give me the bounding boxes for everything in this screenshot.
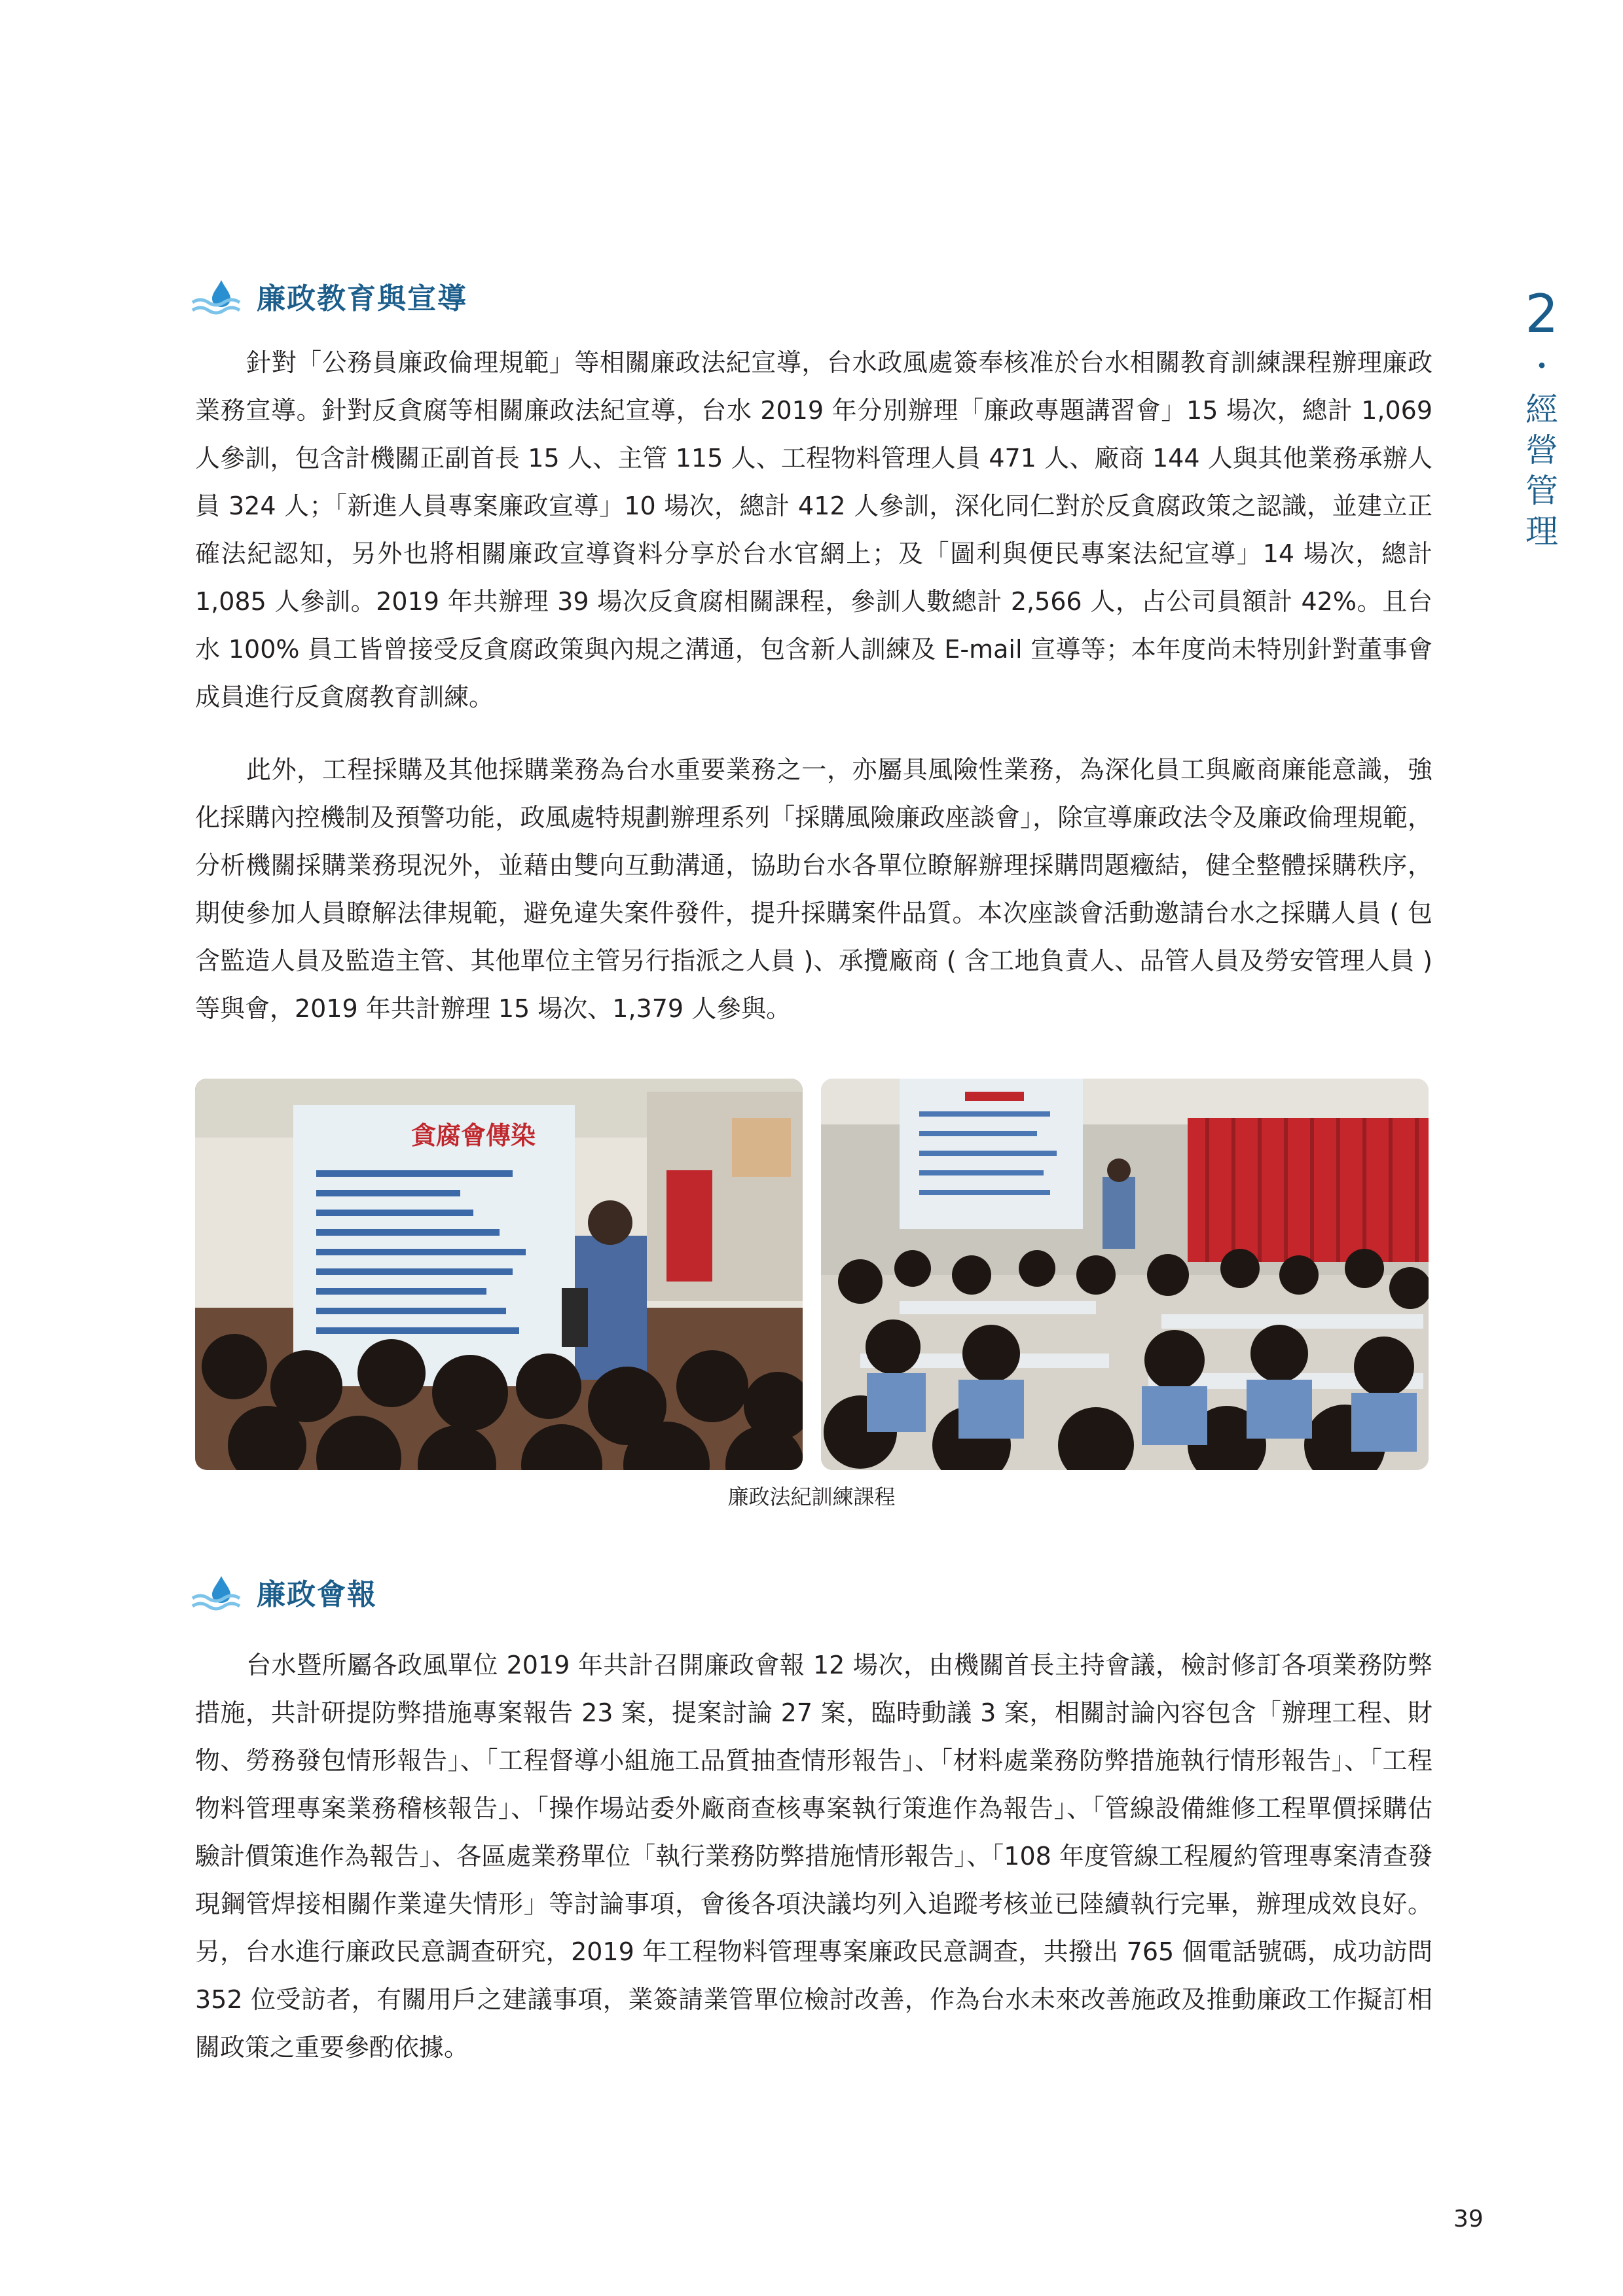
- section-heading-integrity-education: [190, 270, 467, 322]
- training-photo-presenter: [195, 1079, 803, 1470]
- training-photo-image: [195, 1079, 803, 1470]
- chapter-title-char: 理: [1525, 512, 1558, 550]
- chapter-number: 2: [1525, 283, 1559, 344]
- training-photo-classroom: [821, 1079, 1429, 1470]
- page-number: 39: [1453, 2206, 1484, 2233]
- slide-title: 貪腐會傳染: [411, 1121, 536, 1150]
- training-photo-image: [821, 1079, 1429, 1470]
- water-drop-icon: [190, 1572, 242, 1611]
- section-title: 廉政會報: [257, 1578, 377, 1611]
- paragraph: 台水暨所屬各政風單位 2019 年共計召開廉政會報 12 場次，由機關首長主持會議，檢討修訂各項業務防弊措施，共計研提防弊措施專案報告 23 案，提案討論 27 案，臨時動議 3 案，相關討論內容包含「辦理工程、財物、勞務發包情形報告」、「工程督導小組施工品質抽查情形報告」、「材料處業務防弊措施執行情形報告」、「工程物料管理專案業務稽核報告」、「操作場站委外廠商查核專案執行策進作為報告」、「管線設備維修工程單價採購估驗計價策進作為報告」、各區處業務單位「執行業務防弊措施情形報告」、「108 年度管線工程履約管理專案清查發現鋼管焊接相關作業違失情形」等討論事項，會後各項決議均列入追蹤考核並已陸續執行完畢，辦理成效良好。另，台水進行廉政民意調查研究，2019 年工程物料管理專案廉政民意調查，共撥出 765 個電話號碼，成功訪問 352 位受訪者，有關用戶之建議事項，業簽請業管單位檢討改善，作為台水未來改善施政及推動廉政工作擬訂相關政策之重要參酌依據。: [195, 1651, 1432, 2062]
- chapter-tab: [1506, 285, 1578, 552]
- chapter-title-char: 營: [1525, 431, 1558, 469]
- water-drop-icon: [190, 276, 242, 315]
- paragraph: 此外，工程採購及其他採購業務為台水重要業務之一，亦屬具風險性業務，為深化員工與廠商廉能意識，強化採購內控機制及預警功能，政風處特規劃辦理系列「採購風險廉政座談會」，除宣導廉政法令及廉政倫理規範，分析機關採購業務現況外，並藉由雙向互動溝通，協助台水各單位瞭解辦理採購問題癥結，健全整體採購秩序，期使參加人員瞭解法律規範，避免違失案件發件，提升採購案件品質。本次座談會活動邀請台水之採購人員 ( 包含監造人員及監造主管、其他單位主管另行指派之人員 )、承攬廠商 ( 含工地負責人、品管人員及勞安管理人員 ) 等與會，2019 年共計辦理 15 場次、1,379 人參與。: [195, 755, 1432, 1023]
- paragraph: 針對「公務員廉政倫理規範」等相關廉政法紀宣導，台水政風處簽奉核准於台水相關教育訓練課程辦理廉政業務宣導。針對反貪腐等相關廉政法紀宣導，台水 2019 年分別辦理「廉政專題講習會」15 場次，總計 1,069 人參訓，包含計機關正副首長 15 人、主管 115 人、工程物料管理人員 471 人、廠商 144 人與其他業務承辦人員 324 人；「新進人員專案廉政宣導」10 場次，總計 412 人參訓，深化同仁對於反貪腐政策之認識，並建立正確法紀認知，另外也將相關廉政宣導資料分享於台水官網上；及「圖利與便民專案法紀宣導」14 場次，總計 1,085 人參訓。2019 年共辦理 39 場次反貪腐相關課程，參訓人數總計 2,566 人，占公司員額計 42%。且台水 100% 員工皆曾接受反貪腐政策與內規之溝通，包含新人訓練及 E-mail 宣導等；本年度尚未特別針對董事會成員進行反貪腐教育訓練。: [195, 348, 1432, 711]
- chapter-title-char: 管: [1525, 472, 1558, 510]
- section-title: 廉政教育與宣導: [257, 282, 467, 315]
- section-heading-integrity-meeting: [190, 1566, 377, 1618]
- photo-caption: 廉政法紀訓練課程: [727, 1484, 896, 1509]
- chapter-title-char: 經: [1525, 391, 1558, 429]
- chapter-separator: ・: [1529, 351, 1555, 382]
